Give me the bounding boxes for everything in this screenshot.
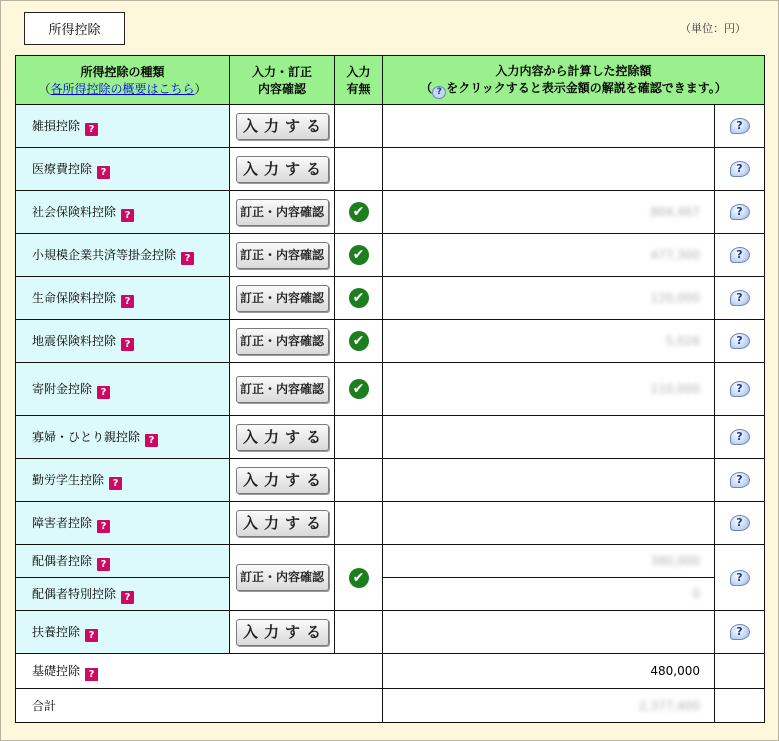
table-row: [16, 191, 765, 234]
edit-button[interactable]: 訂正・内容確認: [236, 376, 329, 403]
row-label: 扶養控除: [32, 624, 81, 639]
header-deduction-type: 所得控除の種類 （各所得控除の概要はこちら）: [16, 56, 230, 105]
row-label: 基礎控除: [32, 663, 81, 678]
question-icon[interactable]: ?: [121, 209, 134, 222]
page-title: 所得控除: [24, 12, 125, 45]
check-icon: ✔: [349, 288, 369, 308]
row-label: 配偶者特別控除: [32, 587, 117, 601]
help-icon[interactable]: ?: [730, 161, 750, 177]
help-icon[interactable]: ?: [730, 624, 750, 640]
help-icon[interactable]: ?: [730, 472, 750, 488]
help-icon[interactable]: ?: [730, 570, 750, 586]
table-row: [16, 234, 765, 277]
amount-value: 0: [692, 587, 700, 601]
amount-value: 120,000: [650, 291, 700, 305]
row-label: 社会保険料控除: [32, 204, 117, 219]
row-label: 寄附金控除: [32, 381, 93, 396]
table-row-total: [16, 689, 765, 723]
question-icon[interactable]: ?: [85, 668, 98, 681]
question-icon[interactable]: ?: [109, 477, 122, 490]
question-icon[interactable]: ?: [85, 123, 98, 136]
table-row-spouse: [16, 545, 765, 611]
input-button[interactable]: 入力する: [236, 510, 329, 537]
table-row: [16, 320, 765, 363]
row-label: 小規模企業共済等掛金控除: [32, 247, 177, 262]
spouse-name-cell: [16, 545, 230, 611]
edit-button[interactable]: 訂正・内容確認: [236, 328, 329, 355]
row-label: 生命保険料控除: [32, 290, 117, 305]
help-icon: ?: [432, 86, 446, 99]
deduction-table: [15, 55, 765, 723]
table-row: [16, 105, 765, 148]
check-icon: ✔: [349, 331, 369, 351]
row-label: 雑損控除: [32, 118, 81, 133]
help-icon[interactable]: ?: [730, 290, 750, 306]
row-label: 勤労学生控除: [32, 472, 105, 487]
row-label: 地震保険料控除: [32, 333, 117, 348]
table-row-dependent: [16, 611, 765, 654]
edit-button[interactable]: 訂正・内容確認: [236, 199, 329, 226]
table-row: [16, 416, 765, 459]
question-icon[interactable]: ?: [97, 558, 110, 571]
table-header-row: [16, 56, 765, 105]
help-icon[interactable]: ?: [730, 247, 750, 263]
total-label: 合計: [32, 699, 57, 713]
table-row: [16, 363, 765, 416]
question-icon[interactable]: ?: [85, 629, 98, 642]
edit-button-spouse[interactable]: 訂正・内容確認: [236, 564, 329, 591]
input-button[interactable]: 入力する: [236, 156, 329, 183]
table-row: [16, 148, 765, 191]
check-icon: ✔: [349, 379, 369, 399]
question-icon[interactable]: ?: [145, 434, 158, 447]
deduction-overview-link[interactable]: 各所得控除の概要はこちら: [50, 82, 195, 96]
input-button[interactable]: 入力する: [236, 424, 329, 451]
help-icon[interactable]: ?: [730, 204, 750, 220]
question-icon[interactable]: ?: [121, 295, 134, 308]
edit-button[interactable]: 訂正・内容確認: [236, 285, 329, 312]
input-button-dependent[interactable]: 入力する: [236, 619, 329, 646]
amount-value: 804,467: [650, 205, 700, 219]
row-label: 配偶者控除: [32, 554, 93, 568]
amount-value: 380,000: [650, 554, 700, 568]
header-input-edit: 入力・訂正 内容確認: [230, 56, 335, 105]
check-icon: ✔: [349, 245, 369, 265]
header-input-status: 入力 有無: [335, 56, 383, 105]
table-row: [16, 459, 765, 502]
input-button[interactable]: 入力する: [236, 467, 329, 494]
unit-label: （単位：円）: [680, 22, 746, 35]
check-icon: ✔: [349, 568, 369, 588]
table-row: [16, 502, 765, 545]
basic-amount: 480,000: [650, 664, 700, 678]
table-row-basic: [16, 654, 765, 689]
header-calculated-amount: 入力内容から計算した控除額 （ ? をクリックすると表示金額の解説を確認できます。）: [383, 56, 765, 105]
row-label: 医療費控除: [32, 161, 93, 176]
row-label: 障害者控除: [32, 515, 93, 530]
total-amount: 2,377,400: [638, 698, 700, 713]
amount-value: 5,026: [665, 334, 700, 348]
question-icon[interactable]: ?: [97, 166, 110, 179]
help-icon[interactable]: ?: [730, 381, 750, 397]
amount-value: 110,000: [650, 382, 700, 396]
input-button[interactable]: 入力する: [236, 113, 329, 140]
question-icon[interactable]: ?: [121, 338, 134, 351]
question-icon[interactable]: ?: [97, 386, 110, 399]
edit-button[interactable]: 訂正・内容確認: [236, 242, 329, 269]
amount-value: 477,300: [650, 248, 700, 262]
help-icon[interactable]: ?: [730, 118, 750, 134]
help-icon[interactable]: ?: [730, 515, 750, 531]
question-icon[interactable]: ?: [121, 591, 134, 604]
check-icon: ✔: [349, 202, 369, 222]
table-row: [16, 277, 765, 320]
row-label: 寡婦・ひとり親控除: [32, 429, 141, 444]
help-icon[interactable]: ?: [730, 429, 750, 445]
question-icon[interactable]: ?: [181, 252, 194, 265]
question-icon[interactable]: ?: [97, 520, 110, 533]
help-icon[interactable]: ?: [730, 333, 750, 349]
